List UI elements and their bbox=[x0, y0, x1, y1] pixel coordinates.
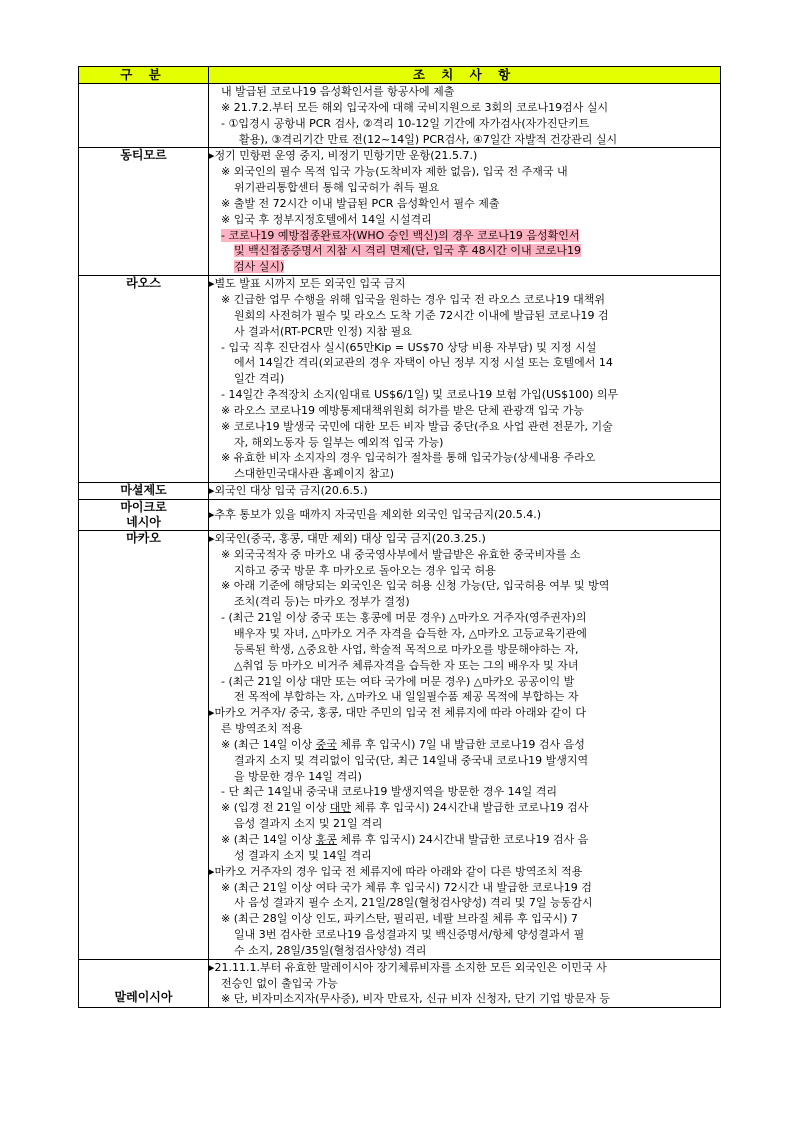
text-line: ▸마카오 거주자/ 중국, 홍콩, 대만 주민의 입국 전 체류지에 따라 아래와 같이 다 bbox=[209, 706, 586, 720]
text-line: - ①입경시 공항내 PCR 검사, ②격리 10-12일 기간에 자가검사(자가진단키트 bbox=[221, 116, 590, 130]
highlight-text: 검사 실시) bbox=[234, 260, 285, 274]
text-line: 전승인 없이 출입국 가능 bbox=[221, 976, 338, 990]
text-line: ※ 외국국적자 중 마카오 내 중국영사부에서 발급받은 유효한 중국비자를 소 bbox=[221, 547, 581, 561]
measures-cell bbox=[209, 276, 721, 483]
text-line: △취업 등 마카오 비거주 체류자격을 습득한 자 또는 그의 배우자 및 자녀 bbox=[234, 658, 579, 672]
measures-cell bbox=[209, 530, 721, 959]
highlight-text: - 코로나19 예방접종완료자(WHO 승인 백신)의 경우 코로나19 음성확인서 bbox=[221, 228, 580, 242]
text-line: 일간 격리) bbox=[234, 372, 285, 386]
text-line: 등록된 학생, △중요한 사업, 학술적 목적으로 마카오를 방문해야하는 자, bbox=[234, 642, 579, 656]
country-name: 마셜제도 bbox=[79, 483, 209, 500]
table-row bbox=[79, 959, 721, 1008]
text-line: ※ 21.7.2.부터 모든 해외 입국자에 대해 국비지원으로 3회의 코로나19검사 실시 bbox=[221, 100, 609, 114]
table-row bbox=[79, 530, 721, 959]
text-line: 지하고 중국 방문 후 마카오로 돌아오는 경우 입국 허용 bbox=[234, 563, 496, 577]
text-line: ※ 입국 후 정부지정호텔에서 14일 시설격리 bbox=[221, 212, 432, 226]
text-line: 성 결과지 소지 및 14일 격리 bbox=[234, 848, 372, 862]
text-line: 음성 결과지 소지 및 21일 격리 bbox=[234, 817, 383, 831]
underlined-text: 대만 bbox=[329, 801, 352, 815]
text-line: 을 방문한 경우 14일 격리) bbox=[234, 769, 362, 783]
text-span: 체류 후 입국시) 7일 내 발급한 코로나19 검사 음성 bbox=[336, 737, 585, 751]
measures-cell bbox=[209, 499, 721, 530]
text-line: 수 소지, 28일/35일(혈청검사양성) 격리 bbox=[234, 943, 427, 957]
header-measures: 조 치 사 항 bbox=[209, 67, 721, 84]
text-line: ※ 아래 기준에 해당되는 외국인은 입국 허용 신청 가능(단, 입국허용 여부 및 방역 bbox=[221, 579, 610, 593]
text-line: 일내 3번 검사한 코로나19 음성결과지 및 백신증명서/항체 양성결과서 필 bbox=[234, 928, 585, 942]
table-row bbox=[79, 483, 721, 500]
text-line: ※ (최근 28일 이상 인도, 파키스탄, 필리핀, 네팔 브라질 체류 후 입국시) 7 bbox=[221, 912, 578, 926]
text-line: ※ 라오스 코로나19 예방통제대책위원회 허가를 받은 단체 관광객 입국 가능 bbox=[221, 403, 584, 417]
text-line: 전 목적에 부합하는 자, △마카오 내 일일필수품 제공 목적에 부합하는 자 bbox=[234, 690, 579, 704]
text-line: 조치(격리 등)는 마카오 정부가 결정) bbox=[234, 595, 410, 609]
country-name bbox=[79, 499, 209, 530]
country-name-line: 네시아 bbox=[126, 514, 161, 529]
text-line: - (최근 21일 이상 중국 또는 홍콩에 머문 경우) △마카오 거주자(영주권자)의 bbox=[221, 611, 587, 625]
text-line: - (최근 21일 이상 대만 또는 여타 국가에 머문 경우) △마카오 공공이익 발 bbox=[221, 674, 575, 688]
text-span: 체류 후 입국시) 24시간내 발급한 코로나19 검사 음 bbox=[336, 832, 589, 846]
country-name: 말레이시아 bbox=[79, 959, 209, 1008]
text-line: 에서 14일간 격리(외교관의 경우 자택이 아닌 정부 지정 시설 또는 호텔에서 14 bbox=[234, 356, 613, 370]
text-line: ※ 출발 전 72시간 이내 발급된 PCR 음성확인서 필수 제출 bbox=[221, 196, 500, 210]
text-line: ※ 유효한 비자 소지자의 경우 입국허가 절차를 통해 입국가능(상세내용 주라오 bbox=[221, 451, 596, 465]
text-line: ▸외국인(중국, 홍콩, 대만 제외) 대상 입국 금지(20.3.25.) bbox=[209, 531, 486, 545]
text-line: - 입국 직후 진단검사 실시(65만Kip = US$70 상당 비용 자부담) 및 지정 시설 bbox=[221, 340, 597, 354]
underlined-text: 중국 bbox=[315, 737, 337, 751]
country-cell-empty bbox=[79, 84, 209, 148]
table-row bbox=[79, 148, 721, 276]
country-name: 라오스 bbox=[79, 276, 209, 483]
highlighted-line bbox=[209, 228, 720, 244]
text-line: ▸별도 발표 시까지 모든 외국인 입국 금지 bbox=[209, 277, 406, 291]
text-line: 스대한민국대사관 홈페이지 참고) bbox=[234, 467, 395, 481]
measures-table bbox=[78, 66, 721, 1008]
text-line: ※ (최근 21일 이상 여타 국가 체류 후 입국시) 72시간 내 발급한 코로나19 검 bbox=[221, 880, 592, 894]
text-line: 결과지 소지 및 격리없이 입국(단, 최근 14일내 중국내 코로나19 발생지역 bbox=[234, 753, 589, 767]
measures-cell bbox=[209, 483, 721, 500]
text-line: ▸추후 통보가 있을 때까지 자국민을 제외한 외국인 입국금지(20.5.4.) bbox=[209, 508, 542, 522]
text-line: ▸정기 민항편 운영 중지, 비정기 민항기만 운항(21.5.7.) bbox=[209, 149, 478, 163]
country-name-line: 마이크로 bbox=[120, 499, 167, 514]
text-line: ※ 긴급한 업무 수행을 위해 입국을 원하는 경우 입국 전 라오스 코로나19 대책위 bbox=[221, 292, 605, 306]
text-span: ※ (입경 전 21일 이상 bbox=[221, 801, 330, 815]
text-line: ※ 코로나19 발생국 국민에 대한 모든 비자 발급 중단(주요 사업 관련 전문가, 기술 bbox=[221, 419, 613, 433]
table-row bbox=[79, 499, 721, 530]
table-row bbox=[79, 276, 721, 483]
measures-cell bbox=[209, 84, 721, 148]
text-line: ※ 외국인의 필수 목적 입국 가능(도착비자 제한 없음), 입국 전 주재국 내 bbox=[221, 165, 568, 179]
text-line: 사 결과서(RT-PCR만 인정) 지참 필요 bbox=[234, 324, 412, 338]
text-span: 체류 후 입국시) 24시간내 발급한 코로나19 검사 bbox=[351, 801, 589, 815]
text-line: 자, 해외노동자 등 일부는 예외적 입국 가능) bbox=[234, 435, 444, 449]
table-header-row bbox=[79, 67, 721, 84]
highlight-text: 및 백신접종증명서 지참 시 격리 면제(단, 입국 후 48시간 이내 코로나19 bbox=[234, 244, 582, 258]
text-line: ▸마카오 거주자의 경우 입국 전 체류지에 따라 아래와 같이 다른 방역조치 적용 bbox=[209, 864, 583, 878]
text-line bbox=[209, 800, 720, 816]
text-line: 사 음성 결과지 필수 소지, 21일/28일(혈청검사양성) 격리 및 7일 능동감시 bbox=[234, 896, 593, 910]
highlighted-line bbox=[209, 243, 720, 259]
text-line: ※ 단, 비자미소지자(무사증), 비자 만료자, 신규 비자 신청자, 단기 기업 방문자 등 bbox=[221, 992, 611, 1006]
text-span: ※ (최근 14일 이상 bbox=[221, 737, 316, 751]
header-category: 구 분 bbox=[79, 67, 209, 84]
text-line: 원회의 사전허가 필수 및 라오스 도착 기준 72시간 이내에 발급된 코로나19 검 bbox=[234, 308, 609, 322]
text-line: 른 방역조치 적용 bbox=[221, 722, 303, 736]
highlighted-line bbox=[209, 259, 720, 275]
country-name: 동티모르 bbox=[79, 148, 209, 276]
measures-cell bbox=[209, 959, 721, 1008]
text-span: ※ (최근 14일 이상 bbox=[221, 832, 316, 846]
text-line: - 14일간 추적장치 소지(임대료 US$6/1일) 및 코로나19 보험 가입(US$100) 의무 bbox=[221, 388, 619, 402]
text-line: ▸외국인 대상 입국 금지(20.6.5.) bbox=[209, 484, 368, 498]
text-line: ▸21.11.1.부터 유효한 말레이시아 장기체류비자를 소지한 모든 외국인은 이민국 사 bbox=[209, 960, 607, 974]
text-line: 위기관리통합센터 통해 입국허가 취득 필요 bbox=[234, 181, 440, 195]
underlined-text: 홍콩 bbox=[315, 832, 337, 846]
text-line bbox=[209, 832, 720, 848]
text-line bbox=[209, 737, 720, 753]
text-line: - 단 최근 14일내 중국내 코로나19 발생지역을 방문한 경우 14일 격리 bbox=[221, 785, 557, 799]
text-line: 활용), ③격리기간 만료 전(12~14일) PCR검사, ④7일간 자발적 건강관리 실시 bbox=[239, 132, 618, 146]
measures-cell bbox=[209, 148, 721, 276]
country-name: 마카오 bbox=[79, 530, 209, 959]
text-line: 배우자 및 자녀, △마카오 거주 자격을 습득한 자, △마카오 고등교육기관에 bbox=[234, 627, 587, 640]
text-line: 내 발급된 코로나19 음성확인서를 항공사에 제출 bbox=[221, 85, 455, 98]
table-row bbox=[79, 84, 721, 148]
